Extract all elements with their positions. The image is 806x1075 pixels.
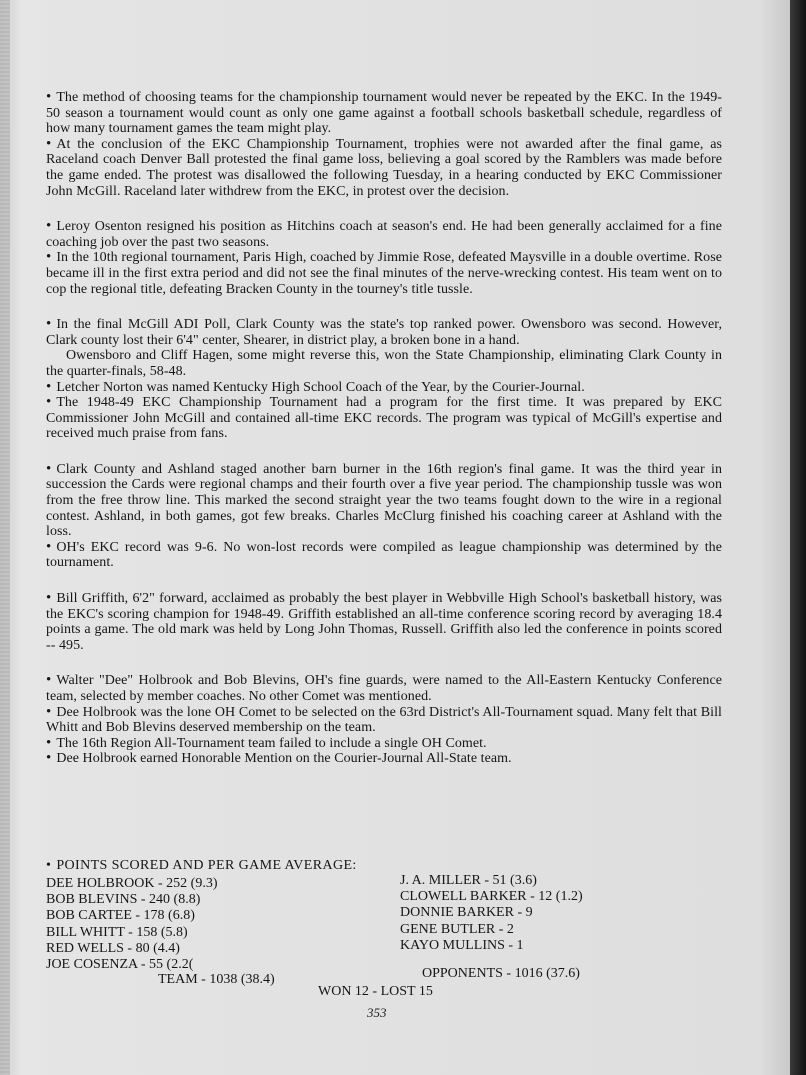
note-paragraph: • In the 10th regional tournament, Paris High, coached by Jimmie Rose, defeated Maysville in a double overtime. Rose became ill in the first extra period and did not see the final minutes of the nerve-wrecking contest. His team went on to cop the regional title, defeating Bracken County in the tourney's title tussle. — [46, 250, 722, 297]
note-paragraph: • The 16th Region All-Tournament team failed to include a single OH Comet. — [46, 736, 722, 752]
player-stat: KAYO MULLINS - 1 — [400, 937, 524, 953]
page-body — [46, 90, 722, 767]
player-stat: CLOWELL BARKER - 12 (1.2) — [400, 889, 583, 905]
player-stat: J. A. MILLER - 51 (3.6) — [400, 873, 537, 888]
team-total: TEAM - 1038 (38.4) — [158, 972, 275, 987]
note-paragraph: • Clark County and Ashland staged another barn burner in the 16th region's final game. It was the third year in succession the Cards were regional champs and their fourth over a five year period. The championship tussle was won from the free throw line. This marked the second straight year the two teams fought down to the wire in a regional contest. Ashland, in both games, got few breaks. Charles McClurg finished his coaching career at Ashland with the loss. — [46, 462, 722, 540]
player-stat: BOB CARTEE - 178 (6.8) — [46, 908, 195, 924]
season-record: WON 12 - LOST 15 — [318, 984, 433, 999]
scoring-stats — [46, 858, 722, 1008]
book-edge — [790, 0, 806, 1075]
opponents-total: OPPONENTS - 1016 (37.6) — [422, 966, 580, 981]
player-stat: DONNIE BARKER - 9 — [400, 905, 533, 921]
player-stat: RED WELLS - 80 (4.4) — [46, 940, 180, 956]
note-paragraph: • In the final McGill ADI Poll, Clark County was the state's top ranked power. Owensboro was second. However, Clark county lost their 6'4" center, Shearer, in district play, a broken bone in a hand. — [46, 317, 722, 348]
note-paragraph: • Walter "Dee" Holbrook and Bob Blevins, OH's fine guards, were named to the All-Eastern Kentucky Conference team, selected by member coaches. No other Comet was mentioned. — [46, 673, 722, 704]
stats-left-column — [46, 876, 217, 973]
note-paragraph: • Dee Holbrook was the lone OH Comet to be selected on the 63rd District's All-Tournament squad. Many felt that Bill Whitt and Bob Blevins deserved membership on the team. — [46, 705, 722, 736]
note-paragraph: • Letcher Norton was named Kentucky High School Coach of the Year, by the Courier-Journal. — [46, 380, 722, 396]
player-stat: BOB BLEVINS - 240 (8.8) — [46, 892, 201, 908]
page-binding — [0, 0, 10, 1075]
note-paragraph: • The method of choosing teams for the championship tournament would never be repeated by the EKC. In the 1949-50 season a tournament would count as only one game against a football schools basketball schedule, regardless of how many tournament games the team might play. — [46, 90, 722, 137]
note-paragraph: • At the conclusion of the EKC Championship Tournament, trophies were not awarded after the final game, as Raceland coach Denver Ball protested the final game loss, believing a goal scored by the Ramblers was made before the game ended. The protest was disallowed the following Tuesday, in a hearing conducted by EKC Commissioner John McGill. Raceland later withdrew from the EKC, in protest over the decision. — [46, 137, 722, 199]
player-stat: BILL WHITT - 158 (5.8) — [46, 924, 188, 940]
player-stat: GENE BUTLER - 2 — [400, 921, 514, 937]
player-stat: JOE COSENZA - 55 (2.2( — [46, 956, 194, 972]
note-paragraph: • Bill Griffith, 6'2" forward, acclaimed as probably the best player in Webbville High School's basketball history, was the EKC's scoring champion for 1948-49. Griffith established an all-time conference scoring record by averaging 18.4 points a game. The old mark was held by Long John Thomas, Russell. Griffith also led the conference in points scored -- 495. — [46, 591, 722, 653]
stats-heading: • POINTS SCORED AND PER GAME AVERAGE: — [46, 858, 357, 874]
note-paragraph: • The 1948-49 EKC Championship Tournament had a program for the first time. It was prepared by EKC Commissioner John McGill and contained all-time EKC records. The program was typical of McGill's expertise and received much praise from fans. — [46, 395, 722, 442]
note-paragraph: • OH's EKC record was 9-6. No won-lost records were compiled as league championship was determined by the tournament. — [46, 540, 722, 571]
note-paragraph: Owensboro and Cliff Hagen, some might reverse this, won the State Championship, eliminating Clark County in the quarter-finals, 58-48. — [46, 348, 722, 379]
note-paragraph: • Dee Holbrook earned Honorable Mention on the Courier-Journal All-State team. — [46, 751, 722, 767]
stats-right-column — [400, 873, 583, 954]
player-stat: DEE HOLBROOK - 252 (9.3) — [46, 876, 218, 891]
page-number: 353 — [367, 1005, 387, 1020]
note-paragraph: • Leroy Osenton resigned his position as Hitchins coach at season's end. He had been generally acclaimed for a fine coaching job over the past two seasons. — [46, 219, 722, 250]
